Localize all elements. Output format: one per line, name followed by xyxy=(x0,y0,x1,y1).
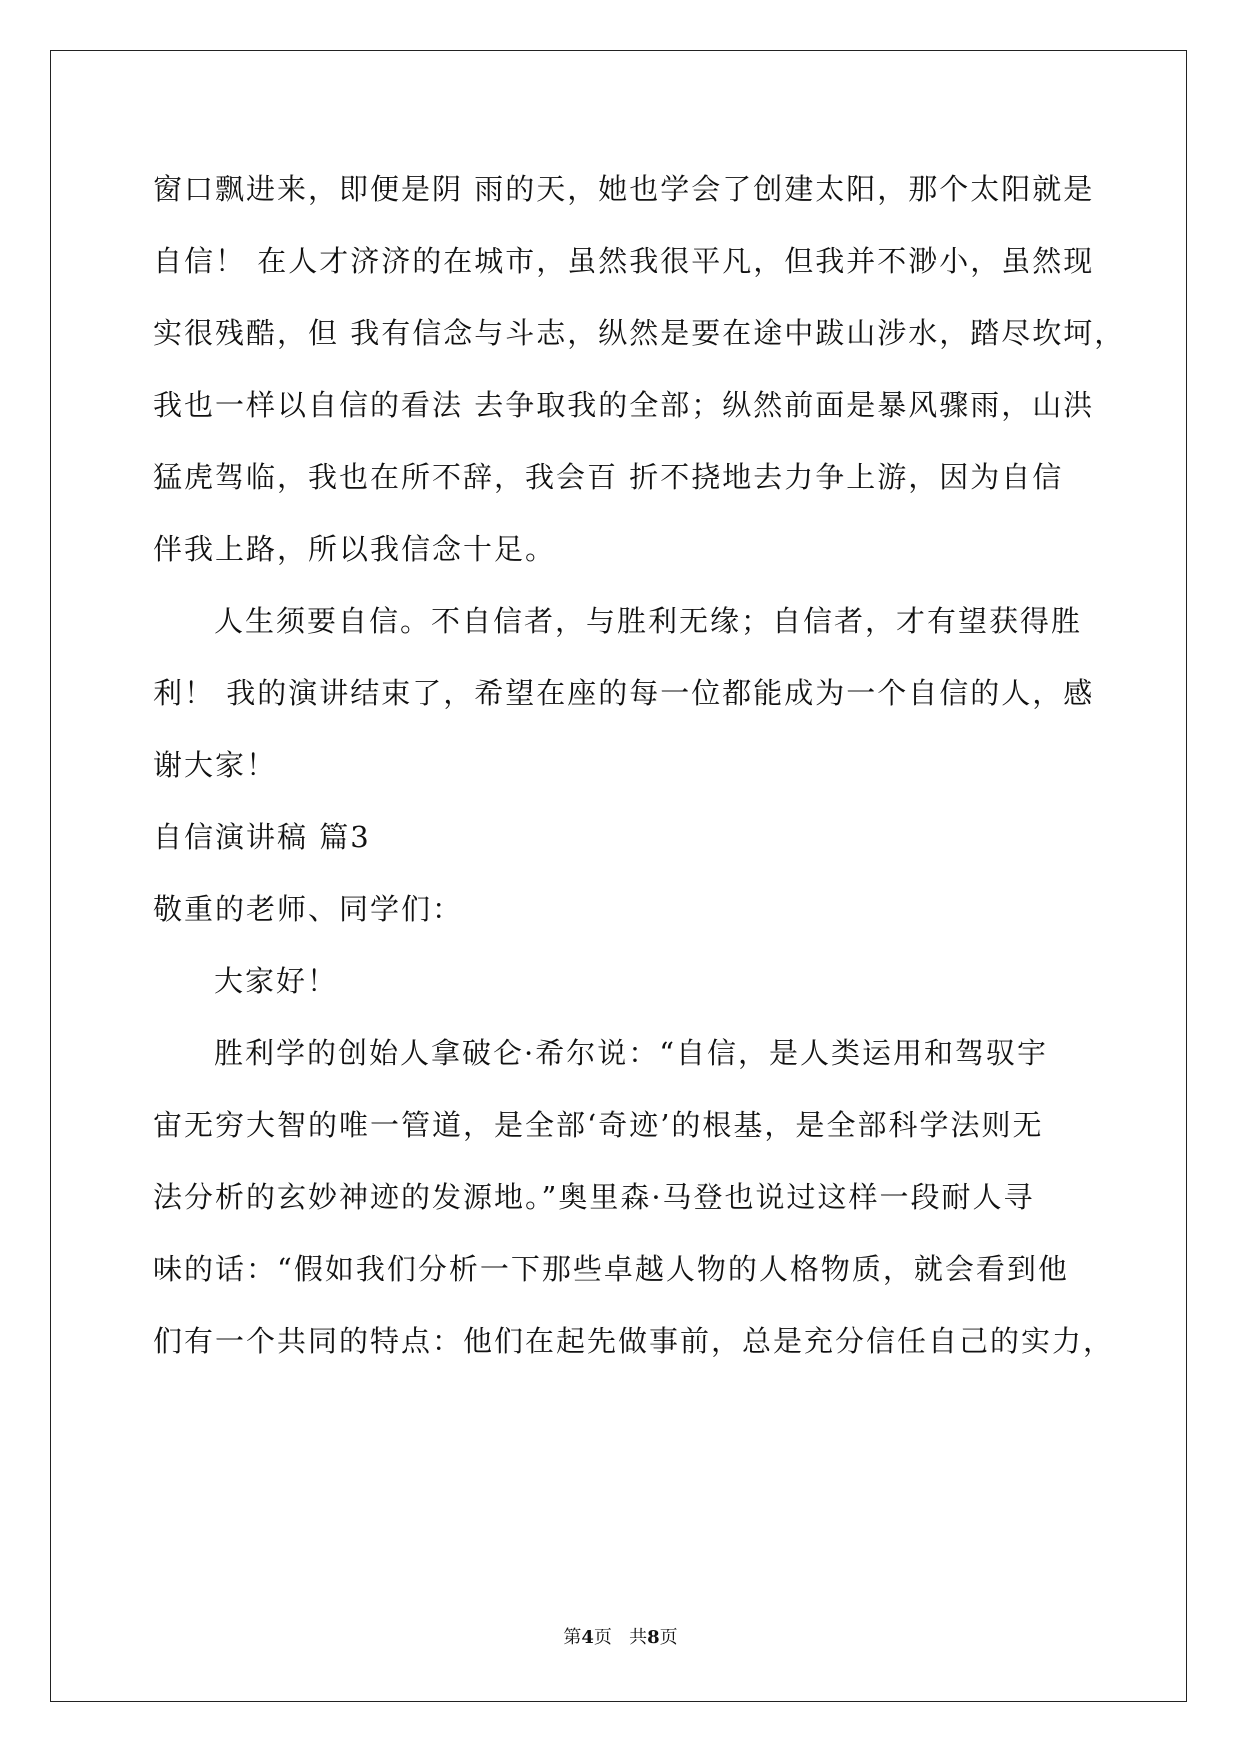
salutation: 敬重的老师、同学们： xyxy=(153,892,464,926)
page-footer xyxy=(0,1626,1241,1650)
text-line-7: 人生须要自信。不自信者，与胜利无缘；自信者，才有望获得胜 xyxy=(214,604,1083,638)
text-line-17: 们有一个共同的特点：他们在起先做事前，总是充分信任自己的实力， xyxy=(153,1324,1115,1358)
text-line-13: 胜利学的创始人拿破仑·希尔说：“自信，是人类运用和驾驭宇 xyxy=(214,1036,1049,1070)
text-line-1: 窗口飘进来，即便是阴 雨的天，她也学会了创建太阳，那个太阳就是 xyxy=(153,172,1095,206)
text-line-14: 宙无穷大智的唯一管道，是全部‘奇迹’的根基，是全部科学法则无 xyxy=(153,1108,1044,1142)
total-page-number: 8 xyxy=(647,1627,660,1648)
current-page-number: 4 xyxy=(581,1627,594,1648)
page-border xyxy=(50,50,1187,1702)
greeting: 大家好！ xyxy=(214,964,339,998)
text-line-5: 猛虎驾临，我也在所不辞，我会百 折不挠地去力争上游，因为自信 xyxy=(153,460,1064,494)
footer-prefix: 第 xyxy=(563,1627,582,1648)
text-line-15: 法分析的玄妙神迹的发源地。”奥里森·马登也说过这样一段耐人寻 xyxy=(153,1180,1035,1214)
section-heading: 自信演讲稿 篇3 xyxy=(153,820,371,854)
text-line-16: 味的话：“假如我们分析一下那些卓越人物的人格物质，就会看到他 xyxy=(153,1252,1069,1286)
text-line-3: 实很残酷，但 我有信念与斗志，纵然是要在途中跋山涉水，踏尽坎坷， xyxy=(153,316,1126,350)
text-line-9: 谢大家！ xyxy=(153,748,278,782)
text-line-2: 自信！ 在人才济济的在城市，虽然我很平凡，但我并不渺小，虽然现 xyxy=(153,244,1095,278)
text-line-4: 我也一样以自信的看法 去争取我的全部；纵然前面是暴风骤雨，山洪 xyxy=(153,388,1095,422)
text-line-6: 伴我上路，所以我信念十足。 xyxy=(153,532,557,566)
footer-suffix: 页 xyxy=(659,1627,678,1648)
text-line-8: 利！ 我的演讲结束了，希望在座的每一位都能成为一个自信的人，感 xyxy=(153,676,1095,710)
footer-mid: 页 共 xyxy=(593,1627,648,1648)
